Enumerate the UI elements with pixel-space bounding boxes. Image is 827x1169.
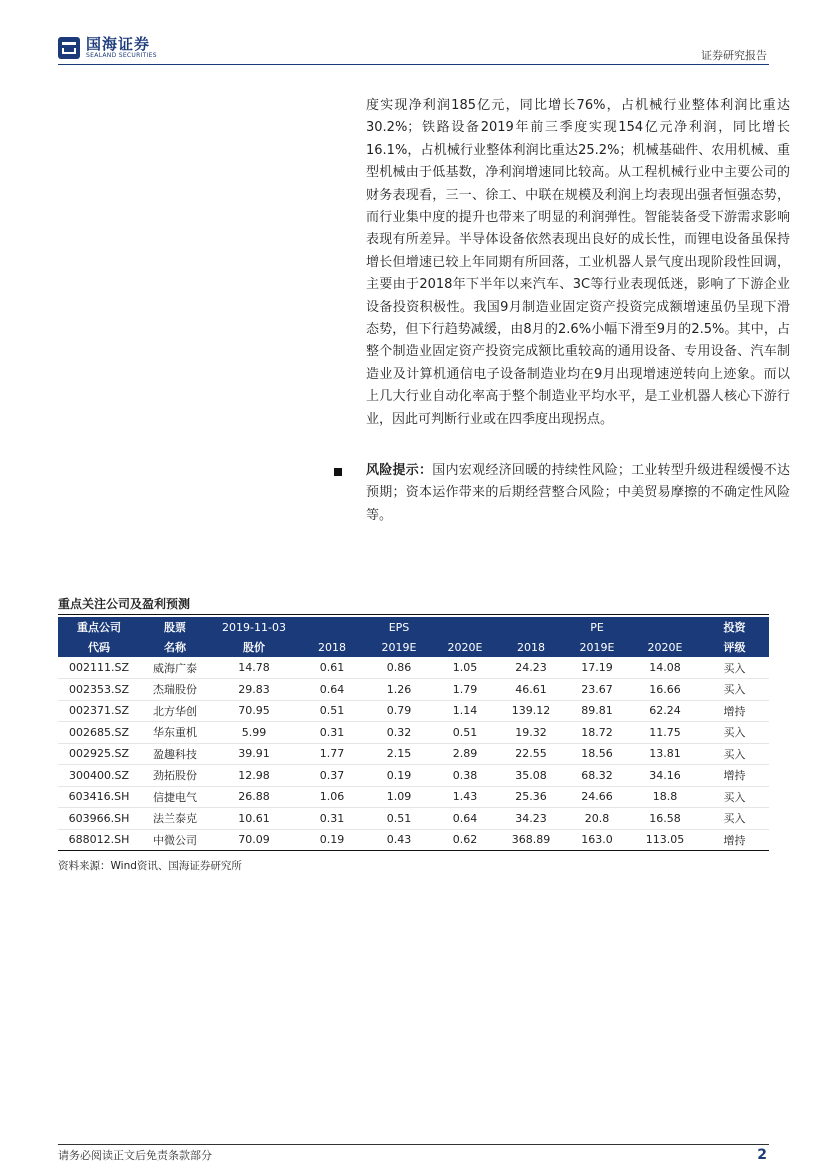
table-cell: 1.09 (366, 786, 432, 808)
table-cell: 0.31 (298, 808, 366, 830)
table-cell: 16.58 (630, 808, 700, 830)
table-cell: 2.89 (432, 743, 498, 765)
table-cell: 17.19 (581, 661, 613, 674)
table-cell: 34.16 (630, 765, 700, 787)
header-col-6: 2018 (517, 640, 545, 654)
table-cell: 002371.SZ (58, 700, 140, 722)
header-company: 重点公司 (77, 621, 121, 634)
page-number: 2 (757, 1147, 767, 1163)
table-cell: 24.66 (564, 786, 630, 808)
table-cell: 39.91 (210, 743, 298, 765)
table-cell: 杰瑞股份 (140, 679, 210, 701)
table-cell: 139.12 (498, 700, 564, 722)
table-cell: 1.06 (298, 786, 366, 808)
table-cell: 18.8 (630, 786, 700, 808)
header-col-0: 代码 (88, 641, 110, 654)
header-stock: 股票 (164, 621, 186, 634)
table-row (58, 765, 769, 787)
header-col-4: 2019E (381, 640, 417, 654)
table-cell: 688012.SH (58, 829, 140, 851)
table-cell: 70.95 (210, 700, 298, 722)
table-title-rule (58, 614, 769, 615)
table-cell: 368.89 (498, 829, 564, 851)
table-cell: 0.51 (366, 808, 432, 830)
table-cell: 10.61 (210, 808, 298, 830)
table-cell: 1.14 (432, 700, 498, 722)
table-cell: 0.79 (366, 700, 432, 722)
table-cell: 0.51 (298, 700, 366, 722)
forecast-table (58, 617, 769, 851)
table-cell: 603966.SH (58, 808, 140, 830)
table-cell: 0.19 (366, 765, 432, 787)
header-col-8: 2020E (647, 640, 683, 654)
table-cell: 25.36 (498, 786, 564, 808)
table-cell: 13.81 (630, 743, 700, 765)
table-cell: 中微公司 (140, 829, 210, 851)
header-divider (58, 64, 769, 65)
table-row (58, 808, 769, 830)
header-col-3: 2018 (318, 640, 346, 654)
table-cell: 华东重机 (140, 722, 210, 744)
table-cell: 68.32 (564, 765, 630, 787)
table-cell: 1.77 (298, 743, 366, 765)
footer-divider (58, 1144, 769, 1145)
table-cell: 26.88 (210, 786, 298, 808)
table-cell: 买入 (700, 786, 769, 808)
table-cell: 002685.SZ (58, 722, 140, 744)
table-cell: 0.64 (298, 679, 366, 701)
logo-en-text: SEALAND SECURITIES (86, 52, 157, 59)
table-cell: 0.51 (432, 722, 498, 744)
table-cell: 0.38 (432, 765, 498, 787)
table-row (58, 700, 769, 722)
table-cell: 买入 (700, 679, 769, 701)
header-col-7: 2019E (579, 640, 615, 654)
table-row (58, 722, 769, 744)
header-col-9: 评级 (723, 641, 746, 654)
table-cell: 113.05 (630, 829, 700, 851)
table-row (58, 679, 769, 701)
table-cell: 买入 (723, 661, 746, 675)
table-cell: 5.99 (210, 722, 298, 744)
table-cell: 买入 (700, 743, 769, 765)
table-cell: 劲拓股份 (140, 765, 210, 787)
company-logo (58, 36, 157, 60)
table-cell: 29.83 (210, 679, 298, 701)
table-cell: 46.61 (498, 679, 564, 701)
sealand-logo-icon (58, 37, 80, 59)
table-cell: 14.78 (238, 661, 270, 674)
table-cell: 20.8 (564, 808, 630, 830)
table-cell: 0.62 (432, 829, 498, 851)
table-cell: 35.08 (498, 765, 564, 787)
table-cell: 增持 (700, 700, 769, 722)
table-cell: 002353.SZ (58, 679, 140, 701)
square-bullet-icon (334, 468, 342, 476)
table-cell: 买入 (700, 808, 769, 830)
table-cell: 14.08 (649, 661, 681, 674)
table-cell: 增持 (700, 765, 769, 787)
table-cell: 70.09 (210, 829, 298, 851)
table-cell: 盈趣科技 (140, 743, 210, 765)
body-paragraph-text: 度实现净利润185亿元，同比增长76%，占机械行业整体利润比重达30.2%；铁路设备2019年前三季度实现154亿元净利润，同比增长16.1%，占机械行业整体利润比重达25.2%；机械基础件、农用机械、重型机械由于低基数，净利润增速同比较高。从工程机械行业中主要公司的财务表现看，三一、徐工、中联在规模及利润上均表现出强者恒强态势，而行业集中度的提升也带来了明显的利润弹性。智能装备受下游需求影响表现有所差异。半导体设备依然表现出良好的成长性，而锂电设备虽保持增长但增速已较上年同期有所回落，工业机器人景气度出现阶段性回调，主要由于2018年下半年以来汽车、3C等行业表现低迷，影响了下游企业设备投资积极性。我国9月制造业固定资产投资完成额增速虽仍呈现下滑态势，但下行趋势减缓，由8月的2.6%小幅下滑至9月的2.5%。其中，占整个制造业固定资产投资完成额比重较高的通用设备、专用设备、汽车制造业及计算机通信电子设备制造业均在9月出现增速逆转向上迹象。而以上几大行业自动化率高于整个制造业平均水平，是工业机器人核心下游行业，因此可判断行业或在四季度出现拐点。 (366, 98, 790, 427)
table-cell: 1.26 (366, 679, 432, 701)
table-cell: 62.24 (630, 700, 700, 722)
table-cell: 增持 (700, 829, 769, 851)
table-cell: 002111.SZ (68, 661, 129, 674)
table-cell: 163.0 (564, 829, 630, 851)
table-cell: 北方华创 (140, 700, 210, 722)
risk-text: 国内宏观经济回暖的持续性风险；工业转型升级进程缓慢不达预期；资本运作带来的后期经营整合风险；中美贸易摩擦的不确定性风险等。 (366, 463, 790, 523)
table-cell: 22.55 (498, 743, 564, 765)
table-cell: 11.75 (630, 722, 700, 744)
table-cell: 23.67 (564, 679, 630, 701)
table-header-row-1 (58, 617, 769, 637)
table-title: 重点关注公司及盈利预测 (58, 597, 191, 611)
table-cell: 0.86 (386, 661, 412, 674)
table-cell: 002925.SZ (58, 743, 140, 765)
risk-label: 风险提示： (366, 463, 433, 478)
table-cell: 24.23 (515, 661, 547, 674)
header-rating: 投资 (723, 621, 746, 634)
table-cell: 1.05 (452, 661, 478, 674)
table-cell: 买入 (700, 722, 769, 744)
table-cell: 0.19 (298, 829, 366, 851)
logo-cn-text: 国海证券 (86, 35, 151, 53)
header-col-5: 2020E (447, 640, 483, 654)
report-type: 证券研究报告 (701, 49, 767, 62)
table-cell: 法兰泰克 (140, 808, 210, 830)
table-row (58, 743, 769, 765)
table-cell: 信捷电气 (140, 786, 210, 808)
table-cell: 603416.SH (58, 786, 140, 808)
header-col-2: 股价 (243, 641, 265, 654)
table-cell: 0.61 (319, 661, 345, 674)
header-eps: EPS (388, 620, 410, 634)
table-cell: 19.32 (498, 722, 564, 744)
table-cell: 0.37 (298, 765, 366, 787)
risk-notice (334, 460, 790, 527)
table-row (58, 829, 769, 851)
table-cell: 12.98 (210, 765, 298, 787)
footer-disclaimer: 请务必阅读正文后免责条款部分 (58, 1149, 212, 1162)
table-cell: 0.64 (432, 808, 498, 830)
table-cell: 1.79 (432, 679, 498, 701)
table-cell: 0.32 (366, 722, 432, 744)
table-cell: 2.15 (366, 743, 432, 765)
table-cell: 18.72 (564, 722, 630, 744)
table-cell: 1.43 (432, 786, 498, 808)
table-body (58, 657, 769, 851)
header-col-1: 名称 (164, 641, 186, 654)
body-paragraph (366, 95, 790, 431)
table-header-row-2 (58, 637, 769, 657)
table-cell: 18.56 (564, 743, 630, 765)
table-source: 资料来源：Wind资讯、国海证券研究所 (58, 860, 242, 872)
table-row (58, 786, 769, 808)
table-cell: 0.43 (366, 829, 432, 851)
header-pe: PE (590, 620, 604, 634)
table-cell: 0.31 (298, 722, 366, 744)
table-cell: 300400.SZ (58, 765, 140, 787)
table-cell: 威海广泰 (153, 661, 197, 675)
table-cell: 34.23 (498, 808, 564, 830)
table-cell: 89.81 (564, 700, 630, 722)
table-cell: 16.66 (630, 679, 700, 701)
header-date: 2019-11-03 (222, 620, 286, 634)
table-row (58, 657, 769, 679)
